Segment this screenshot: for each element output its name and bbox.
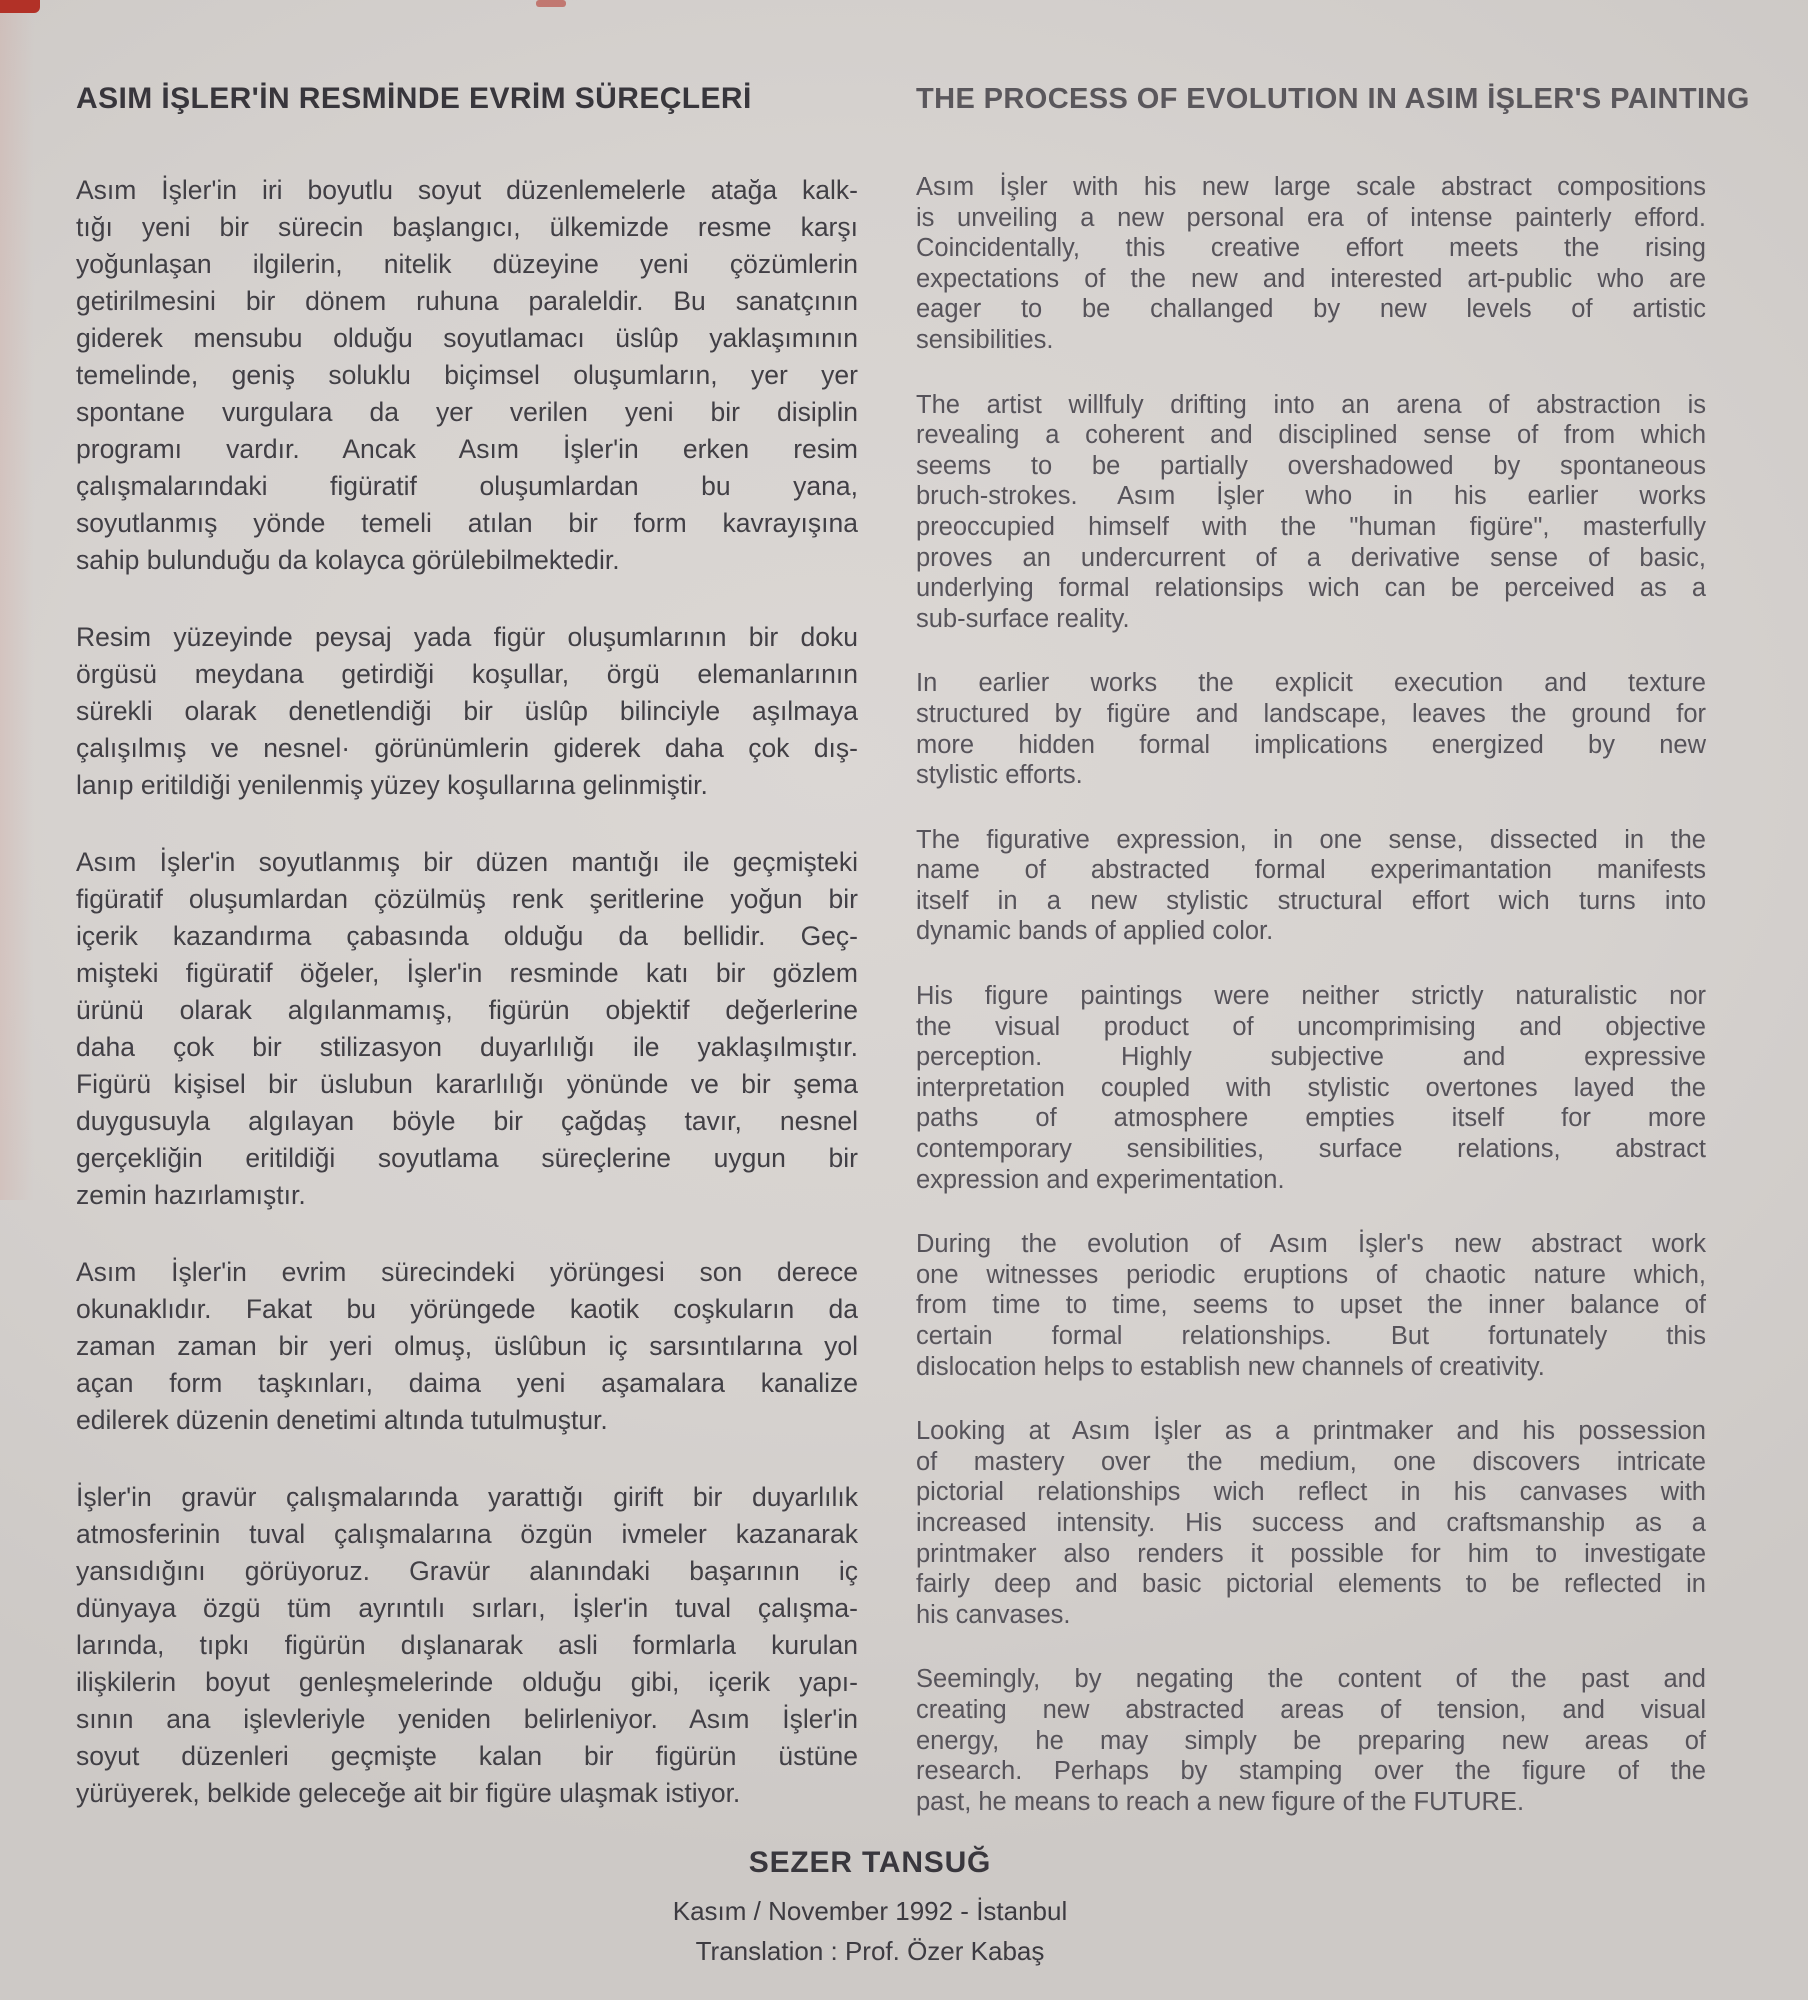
text-line: dünyaya özgü tüm ayrıntılı sırları, İşler'in tuval çalışma- xyxy=(76,1593,858,1623)
paragraph xyxy=(916,1229,1706,1382)
text-line: stylistic efforts. xyxy=(916,761,1083,790)
text-line: duygusuyla algılayan böyle bir çağdaş tavır, nesnel xyxy=(76,1106,858,1136)
paragraph xyxy=(916,390,1706,635)
text-line: is unveiling a new personal era of intense painterly efford. xyxy=(916,203,1706,232)
paragraph xyxy=(76,1254,858,1439)
text-line: okunaklıdır. Fakat bu yörüngede kaotik coşkuların da xyxy=(76,1294,858,1324)
text-line: of mastery over the medium, one discovers intricate xyxy=(916,1447,1706,1476)
text-line: In earlier works the explicit execution and texture xyxy=(916,669,1706,698)
turkish-column xyxy=(76,82,858,1812)
text-line: the visual product of uncomprimising and objective xyxy=(916,1012,1706,1041)
text-line: dynamic bands of applied color. xyxy=(916,917,1274,946)
paragraph xyxy=(916,172,1706,356)
text-line: Looking at Asım İşler as a printmaker and his possession xyxy=(916,1417,1706,1446)
text-line: Figürü kişisel bir üslubun kararlılığı yönünde ve bir şema xyxy=(76,1069,858,1099)
text-line: sının ana işlevleriyle yeniden belirleniyor. Asım İşler'in xyxy=(76,1704,858,1734)
text-line: The figurative expression, in one sense, dissected in the xyxy=(916,825,1706,854)
text-line: underlying formal relationsips wich can be perceived as a xyxy=(916,574,1706,603)
text-line: larında, tıpkı figürün dışlanarak asli formlarla kurulan xyxy=(76,1630,858,1660)
text-line: eager to be challanged by new levels of artistic xyxy=(916,295,1706,324)
text-line: çalışmalarındaki figüratif oluşumlardan bu yana, xyxy=(76,471,858,501)
text-line: printmaker also renders it possible for him to investigate xyxy=(916,1539,1706,1568)
text-line: pictorial relationships wich reflect in his canvases with xyxy=(916,1478,1706,1507)
text-line: zaman zaman bir yeri olmuş, üslûbun iç sarsıntılarına yol xyxy=(76,1331,858,1361)
paragraph xyxy=(916,668,1706,790)
text-line: figüratif oluşumlardan çözülmüş renk şeritlerine yoğun bir xyxy=(76,884,858,914)
text-line: lanıp eritildiği yenilenmiş yüzey koşullarına gelinmiştir. xyxy=(76,770,708,800)
text-line: from time to time, seems to upset the inner balance of xyxy=(916,1291,1706,1320)
text-line: mişteki figüratif öğeler, İşler'in resminde katı bir gözlem xyxy=(76,958,858,988)
text-line: çalışılmış ve nesnel· görünümlerin giderek daha çok dış- xyxy=(76,733,858,763)
text-line: sensibilities. xyxy=(916,325,1054,354)
text-line: giderek mensubu olduğu soyutlamacı üslûp yaklaşımının xyxy=(76,323,858,353)
text-line: The artist willfuly drifting into an arena of abstraction is xyxy=(916,390,1706,419)
text-line: açan form taşkınları, daima yeni aşamalara kanalize xyxy=(76,1368,858,1398)
text-line: yoğunlaşan ilgilerin, nitelik düzeyine yeni çözümlerin xyxy=(76,249,858,279)
text-line: sürekli olarak denetlendiği bir üslûp bilinciyle aşılmaya xyxy=(76,696,858,726)
text-line: seems to be partially overshadowed by spontaneous xyxy=(916,451,1706,480)
text-line: örgüsü meydana getirdiği koşullar, örgü elemanlarının xyxy=(76,659,858,689)
paragraph xyxy=(916,1416,1706,1630)
translation-credit: Translation : Prof. Özer Kabaş xyxy=(695,1936,1045,1966)
text-line: tığı yeni bir sürecin başlangıcı, ülkemizde resme karşı xyxy=(76,212,858,242)
text-line: getirilmesini bir dönem ruhuna paraleldir. Bu sanatçının xyxy=(76,286,858,316)
paragraph xyxy=(76,844,858,1214)
text-line: dislocation helps to establish new channels of creativity. xyxy=(916,1352,1545,1381)
text-line: itself in a new stylistic structural effort wich turns into xyxy=(916,886,1706,915)
scan-artifact-red-dash xyxy=(536,0,566,7)
text-line: yürüyerek, belkide geleceğe ait bir figüre ulaşmak istiyor. xyxy=(76,1778,741,1808)
text-line: sub-surface reality. xyxy=(916,604,1130,633)
text-line: içerik kazandırma çabasında olduğu da bellidir. Geç- xyxy=(76,921,858,951)
paragraph xyxy=(76,619,858,804)
text-line: paths of atmosphere empties itself for more xyxy=(916,1104,1706,1133)
text-line: interpretation coupled with stylistic overtones layed the xyxy=(916,1073,1706,1102)
text-line: spontane vurgulara da yer verilen yeni bir disiplin xyxy=(76,397,858,427)
footer xyxy=(0,1846,1740,1967)
text-line: name of abstracted formal experimantation manifests xyxy=(916,856,1706,885)
text-line: daha çok bir stilizasyon duyarlılığı ile yaklaşılmıştır. xyxy=(76,1032,858,1062)
date-line: Kasım / November 1992 - İstanbul xyxy=(672,1896,1068,1926)
text-line: certain formal relationships. But fortunately this xyxy=(916,1322,1706,1350)
text-line: preoccupied himself with the "human figüre", masterfully xyxy=(916,512,1706,541)
text-line: structured by figüre and landscape, leaves the ground for xyxy=(916,699,1706,728)
paragraph xyxy=(916,981,1706,1195)
text-line: edilerek düzenin denetimi altında tutulmuştur. xyxy=(76,1405,608,1435)
text-line: expectations of the new and interested art-public who are xyxy=(916,264,1706,293)
author-name: SEZER TANSUĞ xyxy=(748,1846,992,1879)
text-line: soyutlanmış yönde temeli atılan bir form kavrayışına xyxy=(76,508,858,538)
text-line: Asım İşler'in evrim sürecindeki yörüngesi son derece xyxy=(76,1257,858,1287)
paragraph xyxy=(76,172,858,579)
text-line: During the evolution of Asım İşler's new abstract work xyxy=(916,1230,1706,1259)
text-line: more hidden formal implications energized by new xyxy=(916,730,1706,759)
scan-artifact-red-corner xyxy=(0,0,40,13)
english-title: THE PROCESS OF EVOLUTION IN ASIM İŞLER'S PAINTING xyxy=(916,83,1750,115)
text-line: perception. Highly subjective and expressive xyxy=(916,1043,1706,1072)
text-line: creating new abstracted areas of tension, and visual xyxy=(916,1695,1706,1724)
text-line: contemporary sensibilities, surface relations, abstract xyxy=(916,1135,1706,1164)
text-line: revealing a coherent and disciplined sense of from which xyxy=(916,421,1706,450)
english-text xyxy=(916,172,1706,1817)
text-line: yansıdığını görüyoruz. Gravür alanındaki başarının iç xyxy=(76,1556,858,1586)
text-line: one witnesses periodic eruptions of chaotic nature which, xyxy=(916,1260,1706,1289)
paragraph xyxy=(76,1479,858,1812)
text-line: gerçekliğin eritildiği soyutlama süreçlerine uygun bir xyxy=(76,1143,858,1173)
text-line: his canvases. xyxy=(916,1600,1071,1629)
scan-edge-tint xyxy=(0,0,34,1200)
text-line: Seemingly, by negating the content of the past and xyxy=(916,1665,1706,1694)
text-line: Resim yüzeyinde peysaj yada figür oluşumlarının bir doku xyxy=(76,622,858,652)
text-line: soyut düzenleri geçmişte kalan bir figürün üstüne xyxy=(76,1741,858,1771)
text-line: programı vardır. Ancak Asım İşler'in erken resim xyxy=(76,434,858,464)
english-column xyxy=(916,82,1750,1851)
text-line: zemin hazırlamıştır. xyxy=(76,1180,306,1210)
turkish-text xyxy=(76,172,858,1812)
text-line: ilişkilerin boyut genleşmelerinde olduğu gibi, içerik yapı- xyxy=(76,1667,858,1697)
text-line: Asım İşler'in soyutlanmış bir düzen mantığı ile geçmişteki xyxy=(76,847,858,877)
text-line: proves an undercurrent of a derivative sense of basic, xyxy=(916,543,1706,572)
paragraph xyxy=(916,825,1706,947)
text-line: bruch-strokes. Asım İşler who in his earlier works xyxy=(916,482,1706,511)
text-line: increased intensity. His success and craftsmanship as a xyxy=(916,1508,1706,1537)
turkish-title: ASIM İŞLER'İN RESMİNDE EVRİM SÜREÇLERİ xyxy=(76,82,752,115)
text-line: Asım İşler'in iri boyutlu soyut düzenlemelerle atağa kalk- xyxy=(76,175,858,205)
text-line: atmosferinin tuval çalışmalarına özgün ivmeler kazanarak xyxy=(76,1519,858,1549)
text-line: research. Perhaps by stamping over the figure of the xyxy=(916,1757,1706,1786)
text-line: fairly deep and basic pictorial elements to be reflected in xyxy=(916,1570,1706,1599)
paragraph xyxy=(916,1664,1706,1817)
text-line: ürünü olarak algılanmamış, figürün objektif değerlerine xyxy=(76,995,858,1025)
text-line: expression and experimentation. xyxy=(916,1165,1285,1194)
text-line: energy, he may simply be preparing new areas of xyxy=(916,1726,1706,1755)
text-line: past, he means to reach a new figure of the FUTURE. xyxy=(916,1787,1525,1816)
text-line: İşler'in gravür çalışmalarında yarattığı girift bir duyarlılık xyxy=(76,1482,858,1512)
text-line: Coincidentally, this creative effort meets the rising xyxy=(916,234,1706,263)
text-line: His figure paintings were neither strictly naturalistic nor xyxy=(916,982,1706,1011)
text-line: Asım İşler with his new large scale abstract compositions xyxy=(916,173,1706,201)
text-line: temelinde, geniş soluklu biçimsel oluşumların, yer yer xyxy=(76,360,858,390)
text-line: sahip bulunduğu da kolayca görülebilmektedir. xyxy=(76,545,620,575)
